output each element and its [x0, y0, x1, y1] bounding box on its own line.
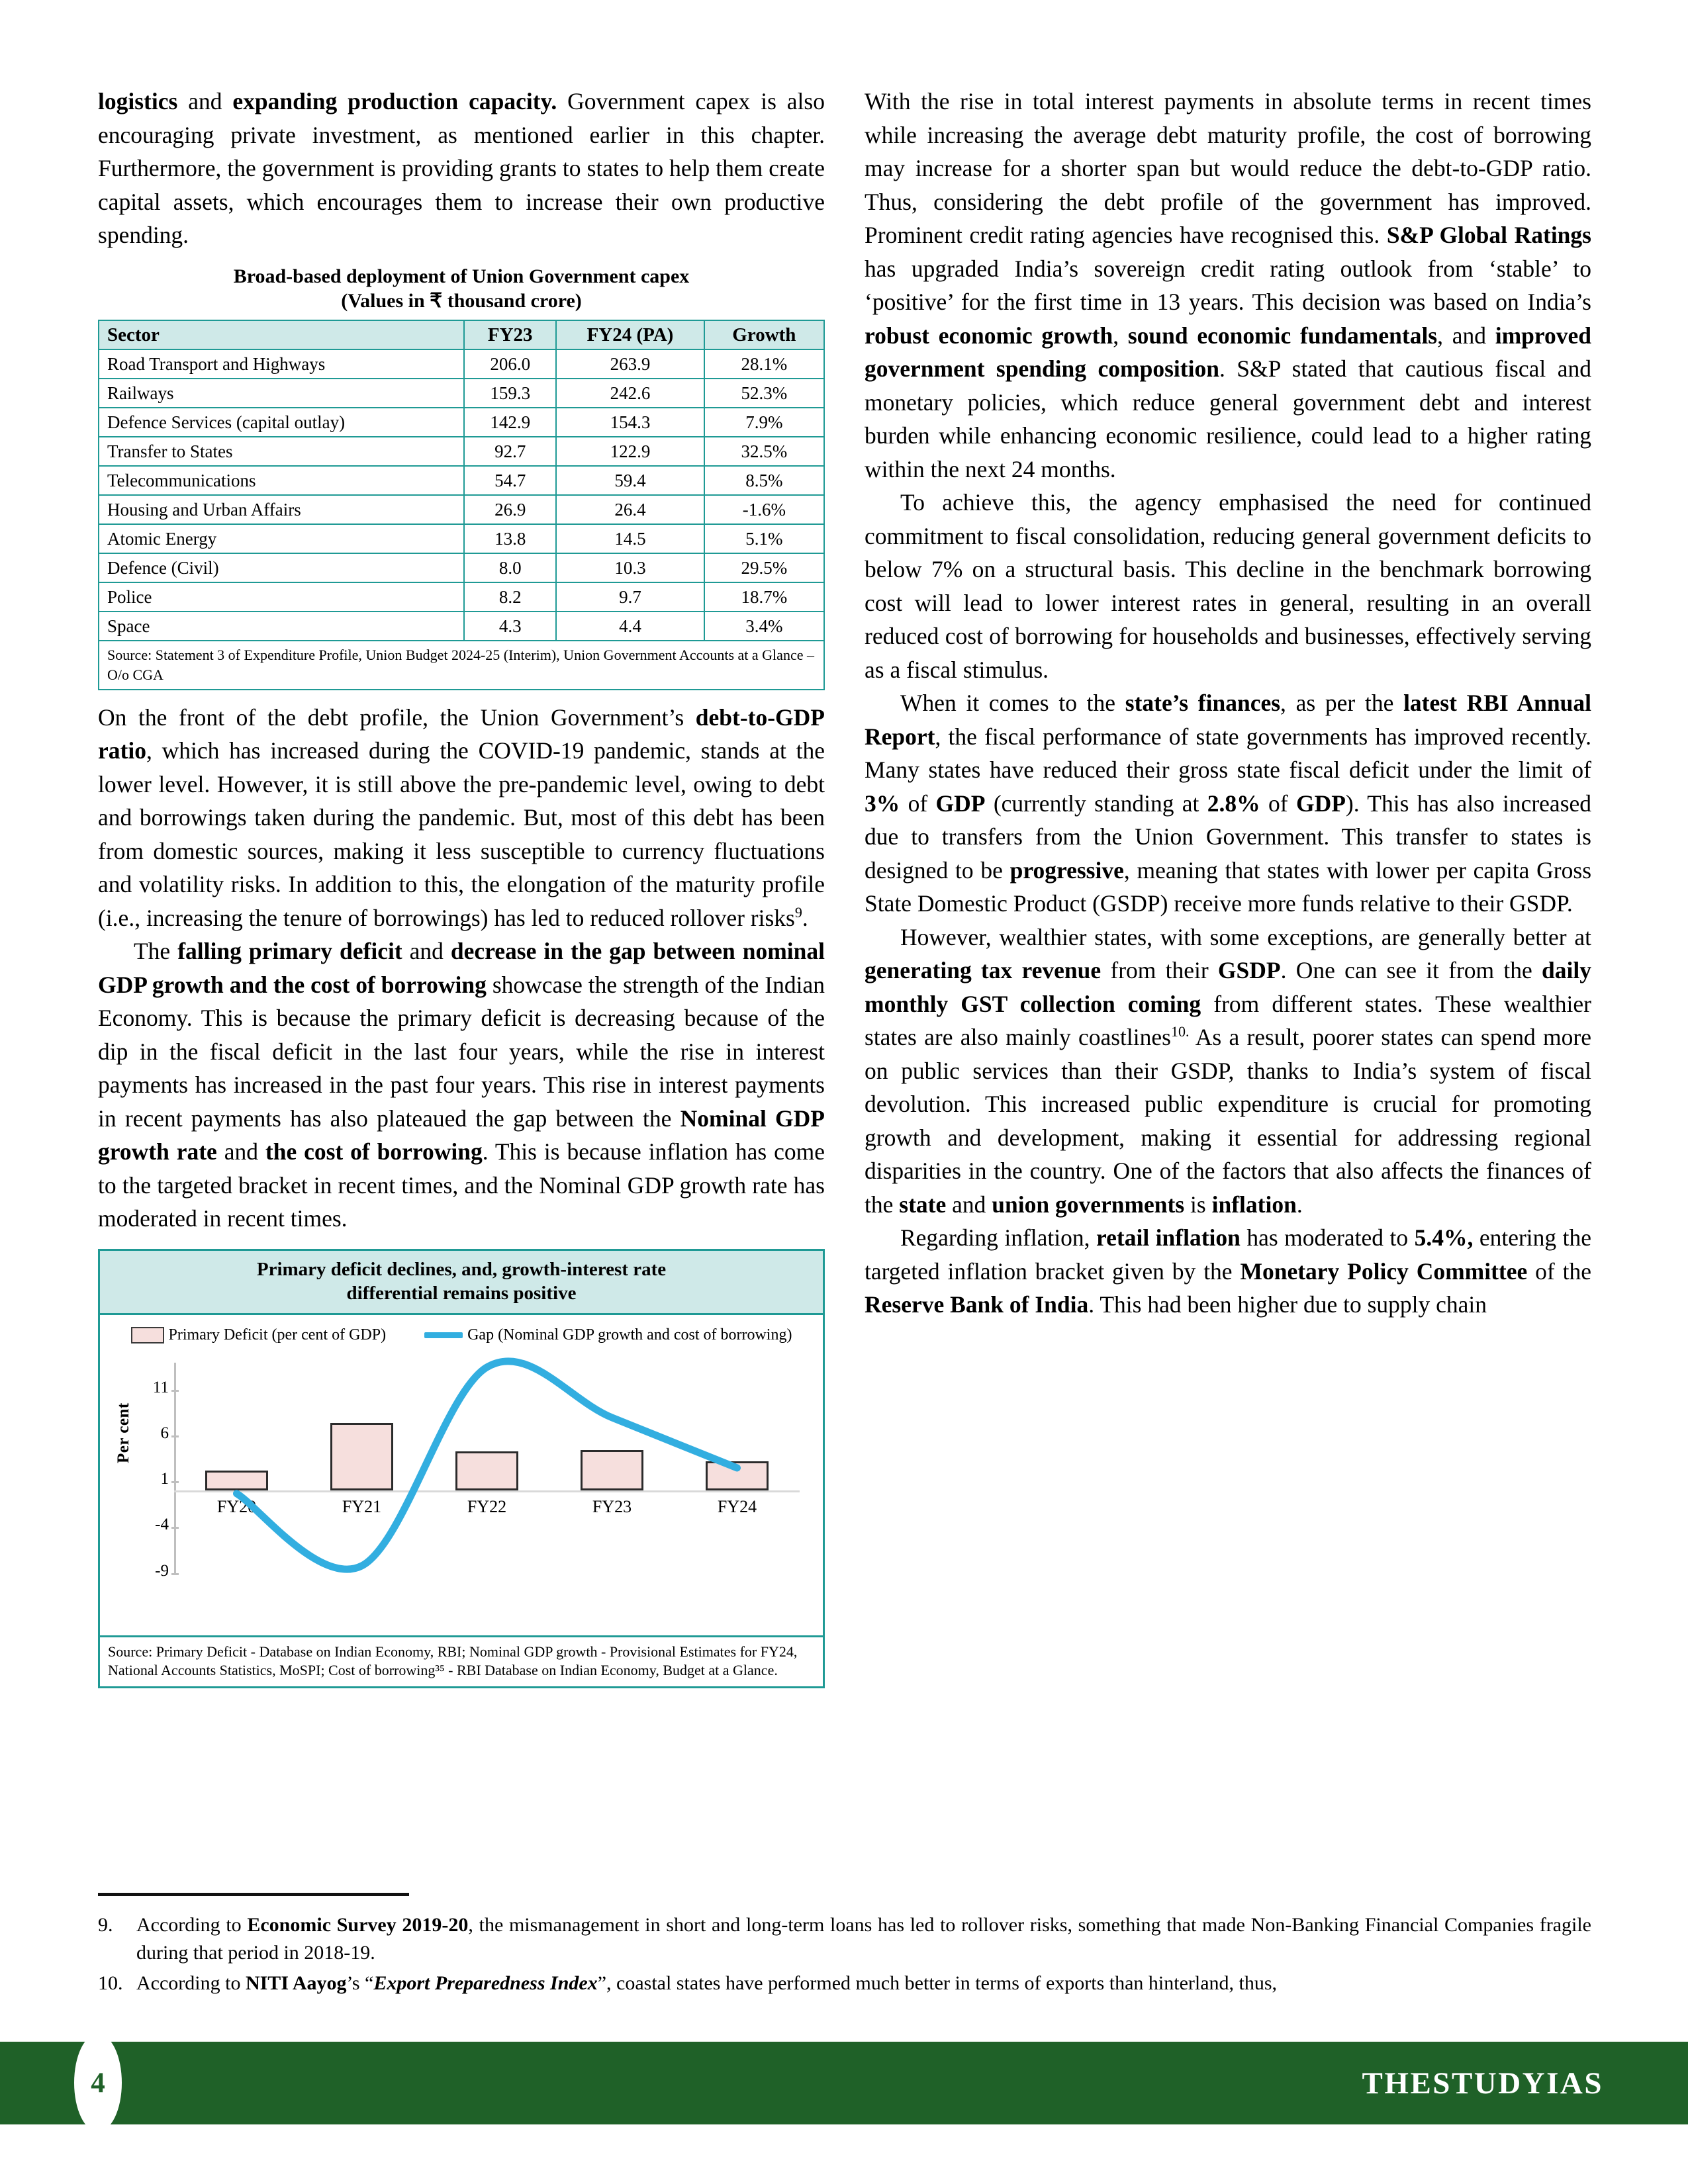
right-column	[865, 85, 1591, 1858]
cell-value: 9.7	[556, 582, 704, 612]
cell-value: 7.9%	[704, 408, 824, 437]
capex-table-block	[98, 264, 825, 690]
capex-table-foot	[99, 641, 824, 690]
footnote-number: 10.	[98, 1972, 123, 1994]
col-header-sector: Sector	[99, 320, 464, 349]
cell-sector: Atomic Energy	[99, 524, 464, 553]
cell-value: 154.3	[556, 408, 704, 437]
cell-value: 242.6	[556, 379, 704, 408]
chart-y-tick: -4	[155, 1516, 169, 1534]
paragraph-interest-payments: With the rise in total interest payments in absolute terms in recent times while increasing the average debt maturity profile, the cost of borrowing may increase for a shorter span but would reduce the debt-to-GDP ratio. Thus, considering the debt profile of the government has improved. Prominent credit rating agencies have recognised this. S&P Global Ratings has upgraded India’s sovereign credit rating outlook from ‘stable’ to ‘positive’ for the first time in 13 years. This decision was based on India’s robust economic growth, sound economic fundamentals, and improved government spending composition. S&P stated that cautious fiscal and monetary policies, which reduce general government debt and interest burden while enhancing economic resilience, could lead to a higher rating within the next 24 months.	[865, 88, 1591, 482]
chart-bar	[205, 1471, 268, 1490]
chart-title-line1: Primary deficit declines, and, growth-interest rate	[256, 1258, 667, 1280]
paragraph-state-finances: When it comes to the state’s finances, as per the latest RBI Annual Report, the fiscal performance of state governments has improved recently. Many states have reduced their gross state fiscal deficit under the limit of 3% of GDP (currently standing at 2.8% of GDP). This has also increased due to transfers from the Union Government. This transfer to states is designed to be progressive, meaning that states with lower per capita Gross State Domestic Product (GSDP) receive more funds relative to their GSDP.	[865, 690, 1592, 917]
chart-y-tick: 6	[160, 1424, 169, 1443]
chart-y-tick-mark	[171, 1527, 179, 1529]
chart-x-tick-label: FY24	[717, 1497, 757, 1517]
chart-plot-area	[100, 1351, 823, 1635]
chart-bar	[581, 1450, 643, 1490]
chart-y-tick: -9	[155, 1561, 169, 1580]
paragraph-primary-deficit: The falling primary deficit and decrease in the gap between nominal GDP growth and the cost of borrowing showcase the strength of the Indian Economy. This is because the primary deficit is decreasing because of the dip in the fiscal deficit in the last four years, while the rise in interest payments has increased in the past four years. This rise in interest payments in recent payments has also plateaued the gap between the Nominal GDP growth rate and the cost of borrowing. This is because inflation has come to the targeted bracket in recent times, and the Nominal GDP growth rate has moderated in recent times.	[98, 938, 825, 1232]
cell-value: -1.6%	[704, 495, 824, 524]
paragraph-logistics: logistics and expanding production capacity. Government capex is also encouraging private investment, as mentioned earlier in this chapter. Furthermore, the government is providing grants to states to help them create capital assets, which encourages them to increase their own productive spending.	[98, 88, 825, 248]
cell-value: 159.3	[464, 379, 556, 408]
paragraph-debt-profile: On the front of the debt profile, the Union Government’s debt-to-GDP ratio, which has increased during the COVID-19 pandemic, stands at the lower level. However, it is still above the pre-pandemic level, owing to debt and borrowings taken during the pandemic. But, most of this debt has been from domestic sources, making it less susceptible to currency fluctuations and volatility risks. In addition to this, the elongation of the maturity profile (i.e., increasing the tenure of borrowings) has led to reduced rollover risks$^9$.	[98, 704, 825, 931]
chart-bar	[706, 1461, 769, 1490]
cell-value: 4.3	[464, 612, 556, 641]
cell-value: 54.7	[464, 466, 556, 495]
cell-value: 59.4	[556, 466, 704, 495]
table-source-row	[99, 641, 824, 690]
table-header-row	[99, 320, 824, 349]
cell-value: 8.5%	[704, 466, 824, 495]
footnote-text: According to Economic Survey 2019-20, the mismanagement in short and long-term loans has led to rollover risks, something that made Non-Banking Financial Companies fragile during that period in 2018-19.	[136, 1914, 1591, 1964]
cell-value: 32.5%	[704, 437, 824, 466]
legend-item-primary-deficit	[131, 1326, 387, 1344]
cell-value: 14.5	[556, 524, 704, 553]
cell-value: 29.5%	[704, 553, 824, 582]
table-row	[99, 582, 824, 612]
footnote-item	[98, 1911, 1591, 1967]
table-row	[99, 612, 824, 641]
table-row	[99, 408, 824, 437]
cell-sector: Road Transport and Highways	[99, 349, 464, 379]
cell-value: 142.9	[464, 408, 556, 437]
chart-y-tick-mark	[171, 1390, 179, 1392]
legend-item-gap	[424, 1326, 792, 1344]
chart-y-tick-mark	[171, 1573, 179, 1575]
chart-y-tick-mark	[171, 1481, 179, 1483]
chart-x-tick-label: FY21	[342, 1497, 382, 1517]
legend-line-swatch-icon	[424, 1332, 463, 1338]
cell-sector: Defence (Civil)	[99, 553, 464, 582]
footnote-separator	[98, 1893, 409, 1896]
chart-line-series	[100, 1351, 827, 1635]
cell-value: 92.7	[464, 437, 556, 466]
legend-label-gap: Gap (Nominal GDP growth and cost of borrowing)	[467, 1326, 792, 1343]
cell-value: 5.1%	[704, 524, 824, 553]
table-row	[99, 437, 824, 466]
chart-x-tick-label: FY22	[467, 1497, 507, 1517]
capex-table-head	[99, 320, 824, 349]
chart-x-tick-label: FY20	[216, 1497, 257, 1517]
chart-zero-line	[174, 1490, 800, 1492]
left-column	[98, 85, 825, 1858]
capex-table-title	[98, 264, 825, 313]
capex-table-source: Source: Statement 3 of Expenditure Profile, Union Budget 2024-25 (Interim), Union Government Accounts at a Glance – O/o CGA	[99, 641, 824, 690]
cell-value: 3.4%	[704, 612, 824, 641]
paragraph-fiscal-consolidation: To achieve this, the agency emphasised the need for continued commitment to fiscal consolidation, reducing general government deficits to below 7% on a structural basis. This decline in the benchmark borrowing cost will lead to lower interest rates in general, resulting in an overall reduced cost of borrowing for households and businesses, effectively serving as a fiscal stimulus.	[865, 489, 1591, 683]
chart-title-line2: differential remains positive	[346, 1282, 577, 1304]
col-header-growth: Growth	[704, 320, 824, 349]
cell-value: 26.9	[464, 495, 556, 524]
cell-sector: Space	[99, 612, 464, 641]
table-row	[99, 553, 824, 582]
cell-value: 18.7%	[704, 582, 824, 612]
cell-sector: Railways	[99, 379, 464, 408]
cell-sector: Police	[99, 582, 464, 612]
footnote-item	[98, 1970, 1591, 1997]
legend-bar-swatch-icon	[131, 1327, 164, 1343]
footnote-number: 9.	[98, 1914, 113, 1936]
primary-deficit-chart	[98, 1249, 825, 1688]
table-row	[99, 379, 824, 408]
chart-y-axis-label: Per cent	[115, 1402, 132, 1463]
footnotes-block	[98, 1911, 1591, 2000]
cell-value: 8.0	[464, 553, 556, 582]
cell-sector: Defence Services (capital outlay)	[99, 408, 464, 437]
capex-table-title-line2: (Values in ₹ thousand crore)	[341, 289, 582, 312]
capex-table	[98, 320, 825, 690]
chart-y-tick: 11	[152, 1378, 169, 1396]
two-column-layout	[98, 85, 1591, 1858]
chart-legend	[100, 1315, 823, 1347]
cell-value: 13.8	[464, 524, 556, 553]
cell-value: 122.9	[556, 437, 704, 466]
cell-value: 52.3%	[704, 379, 824, 408]
chart-title	[100, 1251, 823, 1315]
col-header-fy23: FY23	[464, 320, 556, 349]
brand-logo: THESTUDYIAS	[1362, 2066, 1603, 2101]
page-footer	[0, 2042, 1688, 2124]
cell-value: 8.2	[464, 582, 556, 612]
footnote-text: According to NITI Aayog’s “Export Preparedness Index”, coastal states have performed much better in terms of exports than hinterland, thus,	[136, 1972, 1278, 1994]
cell-value: 263.9	[556, 349, 704, 379]
cell-value: 10.3	[556, 553, 704, 582]
cell-value: 4.4	[556, 612, 704, 641]
cell-value: 28.1%	[704, 349, 824, 379]
table-row	[99, 466, 824, 495]
chart-y-tick: 1	[160, 1470, 169, 1488]
chart-bar	[455, 1451, 518, 1490]
chart-y-axis	[174, 1363, 176, 1573]
cell-sector: Transfer to States	[99, 437, 464, 466]
capex-table-body	[99, 349, 824, 641]
cell-sector: Housing and Urban Affairs	[99, 495, 464, 524]
col-header-fy24: FY24 (PA)	[556, 320, 704, 349]
paragraph-retail-inflation: Regarding inflation, retail inflation has moderated to 5.4%, entering the targeted inflation bracket given by the Monetary Policy Committee of the Reserve Bank of India. This had been higher due to supply chain	[865, 1224, 1591, 1318]
page-number: 4	[91, 2067, 105, 2099]
cell-sector: Telecommunications	[99, 466, 464, 495]
capex-table-title-line1: Broad-based deployment of Union Government capex	[233, 265, 690, 287]
paragraph-wealthier-states: However, wealthier states, with some exceptions, are generally better at generating tax revenue from their GSDP. One can see it from the daily monthly GST collection coming from different states. These wealthier states are also mainly coastlines$^{10.}$ As a result, poorer states can spend more on public services than their GSDP, thanks to India’s system of fiscal devolution. This increased public expenditure is crucial for promoting growth and development, making it essential for addressing regional disparities in the country. One of the factors that also affects the finances of the state and union governments is inflation.	[865, 923, 1592, 1218]
table-row	[99, 349, 824, 379]
chart-bar	[330, 1423, 393, 1490]
cell-value: 206.0	[464, 349, 556, 379]
chart-y-tick-mark	[171, 1435, 179, 1437]
legend-label-primary-deficit: Primary Deficit (per cent of GDP)	[168, 1326, 387, 1343]
chart-x-tick-label: FY23	[592, 1497, 632, 1517]
table-row	[99, 495, 824, 524]
table-row	[99, 524, 824, 553]
chart-source: Source: Primary Deficit - Database on Indian Economy, RBI; Nominal GDP growth - Provisional Estimates for FY24, National Accounts Statistics, MoSPI; Cost of borrowing³⁵ - RBI Database on Indian Economy, Budget at a Glance.	[108, 1643, 798, 1678]
cell-value: 26.4	[556, 495, 704, 524]
